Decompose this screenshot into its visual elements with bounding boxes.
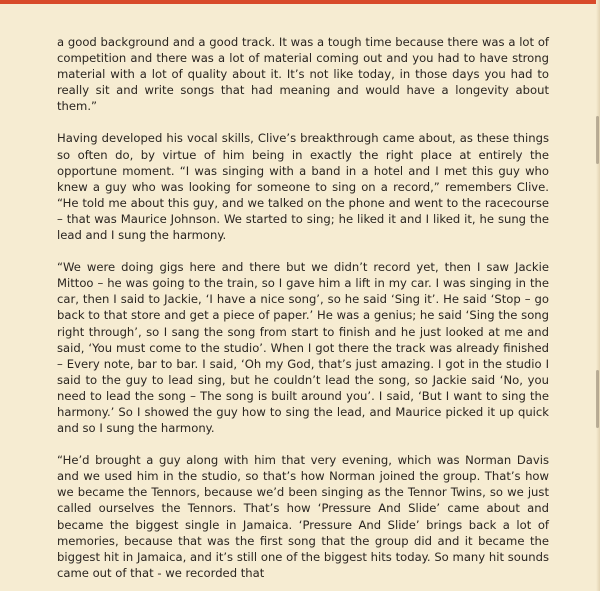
paragraph-1: a good background and a good track. It was a tough time because there was a lot of competition and there was a lot of material coming out and you had to have strong material with a lot of quality about it. It’s not like today, in those days you had to really sit and write songs that had meaning and would have a longevity about them.”	[57, 35, 549, 114]
paragraph-2: Having developed his vocal skills, Clive’s breakthrough came about, as these things so often do, by virtue of him being in exactly the right place at entirely the opportune moment. “I was singing with a band in a hotel and I met this guy who knew a guy who was looking for someone to sing on a record,” remembers Clive. “He told me about this guy, and we talked on the phone and went to the racecourse – that was Maurice Johnson. We started to sing; he liked it and I liked it, he sung the lead and I sung the harmony.	[57, 131, 549, 243]
right-page-edge	[596, 0, 600, 591]
paragraph-3: “We were doing gigs here and there but we didn’t record yet, then I saw Jackie Mittoo – he was going to the train, so I gave him a lift in my car. I was singing in the car, then I said to Jackie, ‘I have a nice song’, so he said ‘Sing it’. He said ‘Stop – go back to that store and get a piece of paper.’ He was a genius; he said ‘Sing the song right through’, so I sang the song from start to finish and he just looked at me and said, ‘You must come to the studio’. When I got there the track was already finished – Every note, bar to bar. I said, ‘Oh my God, that’s just amazing. I got in the studio I said to the guy to lead sing, but he couldn’t lead the song, so Jackie said ‘No, you need to lead the song – The song is built around you’. I said, ‘But I want to sing the harmony.’ So I showed the guy how to sing the lead, and Maurice picked it up quick and so I sung the harmony.	[57, 260, 549, 436]
page-text	[57, 34, 549, 581]
edge-mark-lower	[596, 370, 599, 428]
paragraph-4: “He’d brought a guy along with him that very evening, which was Norman Davis and we used him in the studio, so that’s how Norman joined the group. That’s how we became the Tennors, because we’d been singing as the Tennor Twins, so we just called ourselves the Tennors. That’s how ‘Pressure And Slide’ came about and became the biggest single in Jamaica. ‘Pressure And Slide’ brings back a lot of memories, because that was the first song that the group did and it became the biggest hit in Jamaica, and it’s still one of the biggest hits today. So many hit sounds came out of that - we recorded that	[57, 453, 549, 580]
edge-mark-upper	[596, 116, 599, 164]
top-red-strip	[0, 0, 600, 4]
